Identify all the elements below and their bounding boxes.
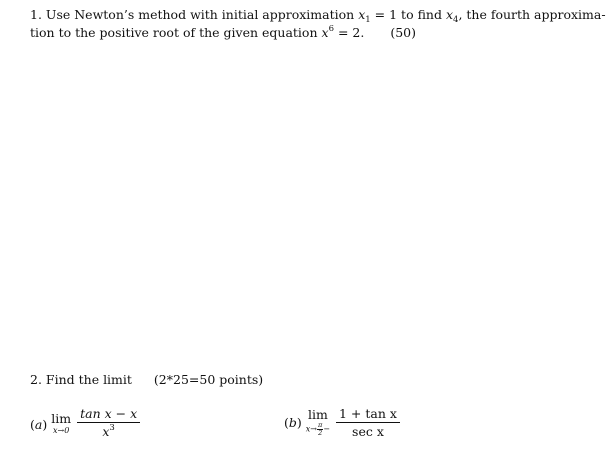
question-1-line-1 <box>30 7 606 25</box>
part-a-fraction <box>77 406 140 442</box>
question-2-points: (2*25=50 points) <box>153 372 264 387</box>
question-1-eq-one: = 1 to find <box>374 7 442 22</box>
question-1-line-2 <box>30 25 416 43</box>
part-a-lim-under: x→0 <box>53 426 70 435</box>
var-x-power: $x^6$ <box>321 24 334 40</box>
question-1-points: (50) <box>390 25 416 40</box>
part-b-numerator: 1 + tan x <box>336 406 400 423</box>
part-b-denominator: sec x <box>352 424 384 439</box>
question-2-number: 2. <box>30 372 42 387</box>
var-x1: $x_1$ <box>358 7 371 25</box>
question-1-text-c: tion to the positive root of the given equation <box>30 25 318 40</box>
question-1-text-a: Use Newton’s method with initial approximation <box>45 7 355 22</box>
part-b-fraction <box>336 406 400 439</box>
part-a-lim: lim x→0 <box>51 411 72 435</box>
part-a-label: (a) <box>30 416 48 432</box>
question-1-eq-two: = 2. <box>337 25 365 40</box>
part-a-denominator: $x^3$ <box>102 423 115 439</box>
part-a-numerator: tan x − x <box>77 406 140 423</box>
limit-part-a <box>30 406 140 442</box>
question-2-heading <box>30 372 263 388</box>
question-1-number: 1. <box>30 7 42 22</box>
var-x4: $x_4$ <box>445 7 459 25</box>
part-b-label: (b) <box>284 415 302 430</box>
question-1-text-b: , the fourth approxima- <box>458 7 606 22</box>
limit-part-b <box>284 406 400 439</box>
part-b-lim: lim x→ $\frac{\pi}{2}$ − <box>305 407 330 437</box>
part-b-lim-under: x→ $\frac{\pi}{2}$ − <box>305 421 330 437</box>
question-2-title: Find the limit <box>45 372 132 387</box>
